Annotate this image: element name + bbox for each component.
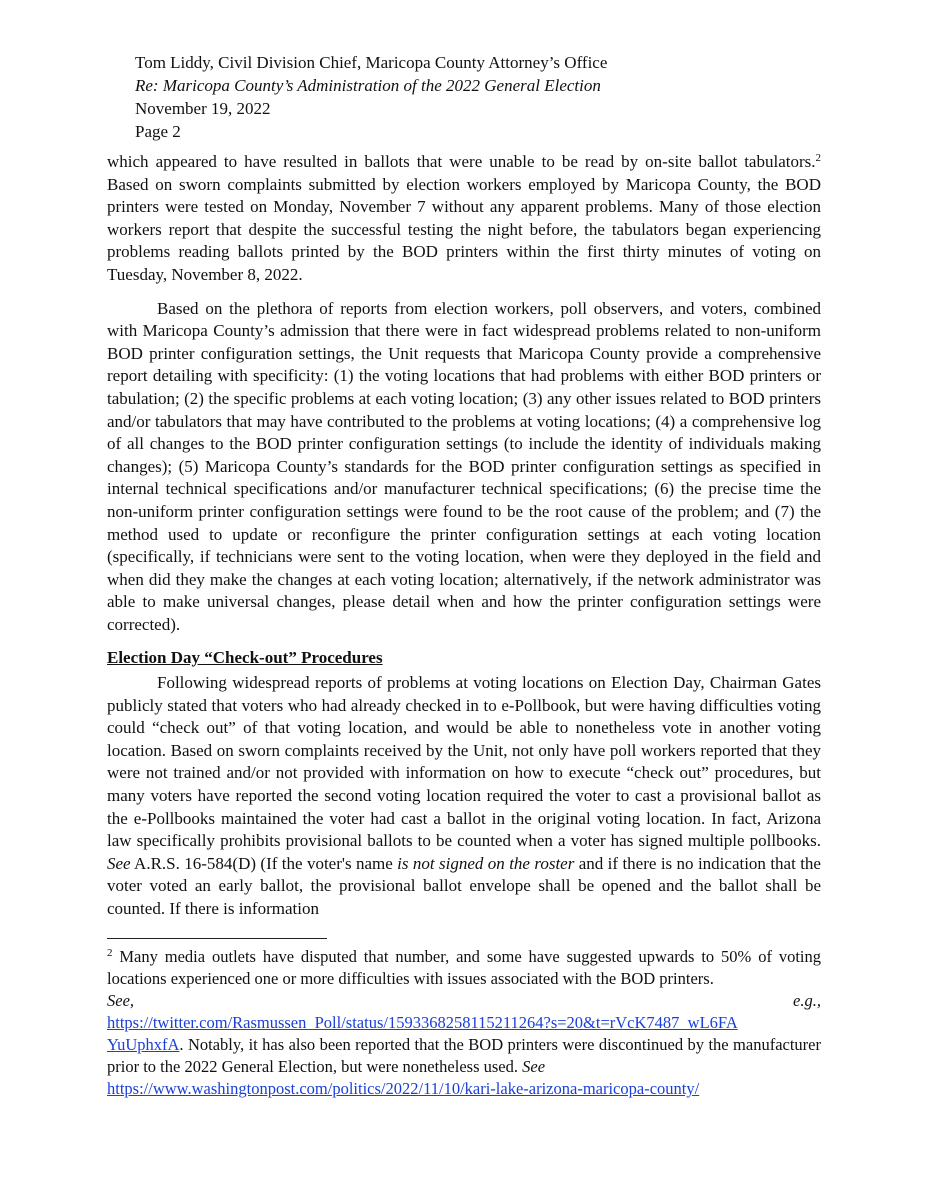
footnote-2 — [107, 946, 821, 1100]
citation-signal: See, — [107, 991, 135, 1010]
paragraph-text: Based on sworn complaints submitted by election workers employed by Maricopa County, the BOD printers were tested on Monday, November 7 without any apparent problems. Many of those election workers report that despite the successful testing the night before, the tabulators began experiencing problems reading ballots printed by the BOD printers within the first thirty minutes of voting on Tuesday, November 8, 2022. — [107, 174, 821, 284]
footnote-citation-line — [107, 990, 821, 1012]
letter-header — [135, 51, 607, 143]
citation-signal: See — [107, 853, 131, 873]
section-heading: Election Day “Check-out” Procedures — [107, 648, 383, 668]
citation-signal: See — [522, 1057, 546, 1076]
paragraph-bod-testing — [107, 151, 821, 287]
footnote-body: . Notably, it has also been reported that the BOD printers were discontinued by the manufacturer prior to the 2022 General Election, but were nonetheless used. — [107, 1035, 821, 1076]
footnote-divider — [107, 938, 327, 939]
emphasis-text: is not signed on the roster — [397, 853, 575, 873]
citation-signal: e.g., — [793, 991, 821, 1010]
paragraph-text: which appeared to have resulted in ballots that were unable to be read by on-site ballot tabulators. — [107, 152, 816, 171]
paragraph-report-request: Based on the plethora of reports from election workers, poll observers, and voters, combined with Maricopa County’s admission that there were in fact widespread problems related to non-uniform BOD printer configuration settings, the Unit requests that Maricopa County provide a comprehensive report detailing with specificity: (1) the voting locations that had problems with either BOD printers or tabulation; (2) the specific problems at each voting location; (3) any other issues related to BOD printers and/or tabulators that may have contributed to the problems at voting locations; (4) a comprehensive log of all changes to the BOD printer configuration settings (to include the identity of individuals making changes); (5) Maricopa County’s standards for the BOD printer configuration settings as specified in internal technical specifications and/or manufacturer technical specifications; (6) the precise time the non-uniform printer configuration settings were found to be the root cause of the problem; and (7) the method used to update or reconfigure the printer configuration settings at each voting location (specifically, if technicians were sent to the voting location, when were they deployed in the field and when did they make the changes at each voting location; alternatively, if the network administrator was able to make universal changes, please detail when and how the printer configuration settings were corrected). — [107, 298, 821, 634]
washington-post-link[interactable]: https://www.washingtonpost.com/politics/2022/11/10/kari-lake-arizona-maricopa-county/ — [107, 1079, 700, 1098]
footnote-text — [107, 946, 821, 990]
paragraph-text: and if there is no indication that the voter voted an early ballot, the provisional ballot envelope shall be opened and the ballot shall be counted. If there is information — [107, 853, 821, 918]
header-subject: Re: Maricopa County’s Administration of the 2022 General Election — [135, 76, 601, 95]
footnote-text — [107, 1012, 821, 1100]
paragraph-check-out — [107, 672, 821, 921]
paragraph-text: Following widespread reports of problems at voting locations on Election Day, Chairman Gates publicly stated that voters who had already checked in to e-Pollbook, but were having difficulties voting could “check out” of that voting location, and would be able to nonetheless vote in another voting location. Based on sworn complaints received by the Unit, not only have poll workers reported that they were not trained and/or not provided with information on how to execute “check out” procedures, but many voters have reported the second voting location required the voter to cast a provisional ballot as the e-Pollbooks maintained the voter had cast a ballot in the original voting location. In fact, Arizona law specifically prohibits provisional ballots to be counted when a voter has signed multiple pollbooks. — [107, 673, 821, 851]
letter-body — [107, 151, 821, 932]
paragraph-text: A.R.S. 16-584(D) (If the voter's name — [130, 853, 398, 873]
header-page-number: Page 2 — [135, 122, 181, 141]
footnote-reference: 2 — [815, 152, 821, 164]
header-date: November 19, 2022 — [135, 99, 271, 118]
header-recipient: Tom Liddy, Civil Division Chief, Maricopa County Attorney’s Office — [135, 53, 608, 72]
footnote-body: Many media outlets have disputed that number, and some have suggested upwards to 50% of voting locations experienced one or more difficulties with issues associated with the BOD printers. — [107, 947, 821, 988]
twitter-link[interactable]: https://twitter.com/Rasmussen_Poll/status/1593368258115211264?s=20&t=rVcK7487_wL6FA — [107, 1013, 738, 1032]
twitter-link-continued[interactable]: YuUphxfA — [107, 1035, 180, 1054]
footnote-number: 2 — [107, 947, 113, 959]
